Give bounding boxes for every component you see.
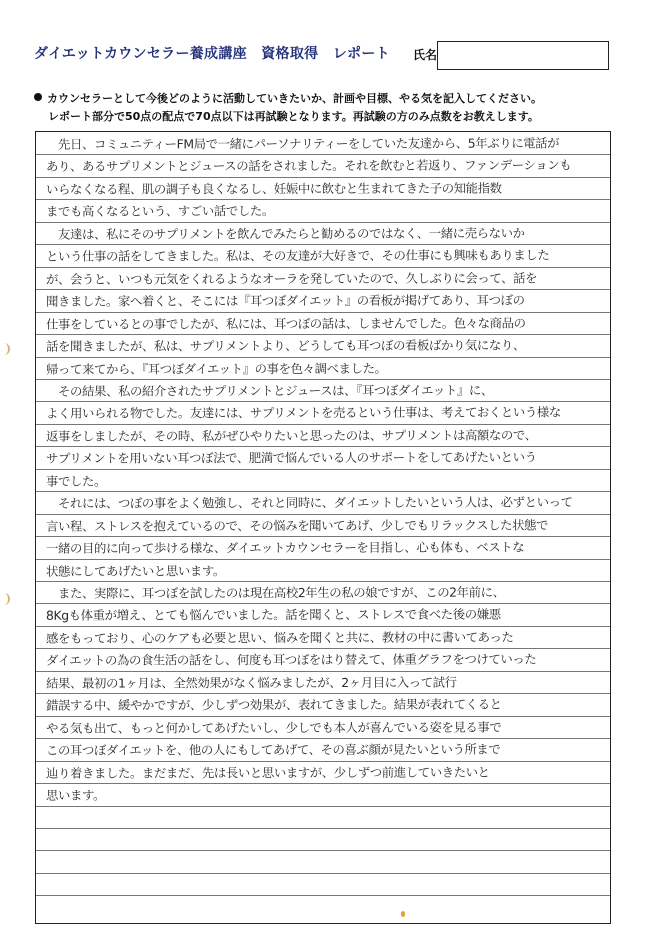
report-text-line: ダイエットの為の食生活の話をし、何度も耳つぼをはり替えて、体重グラフをつけていった (45, 651, 537, 669)
bullet-icon (34, 93, 42, 101)
report-text-line: その結果、私の紹介されたサプリメントとジュースは、『耳つぼダイエット』に、 (45, 382, 493, 399)
report-text-line: あり、あるサプリメントとジュースの話をされました。それを飲むと若返り、ファンデーションも (45, 157, 572, 175)
report-text-line: また、実際に、耳つぼを試したのは現在高校2年生の私の娘ですが、この2年前に、 (45, 584, 505, 601)
report-text-line: 一緒の目的に向って歩ける様な、ダイエットカウンセラーを目指し、心も体も、ベストな (45, 539, 525, 556)
report-text-line: までも高くなるという、すごい話でした。 (45, 203, 274, 220)
instruction-line-1 (34, 90, 542, 106)
instruction-text-1: カウンセラーとして今後どのように活動していきたいか、計画や目標、やる気を記入してください。 (47, 92, 542, 105)
name-label: 氏名 (413, 48, 438, 62)
report-text-line: やる気も出て、もっと何かしてあげたいし、少しでも本人が喜んでいる姿を見る事で (45, 719, 502, 736)
report-text-line: よく用いられる物でした。友達には、サプリメントを売るという仕事は、考えておくという様な (45, 404, 561, 422)
report-sheet (35, 131, 611, 924)
report-text-line: いらなくなる程、肌の調子も良くなるし、妊娠中に飲むと生まれてきた子の知能指数 (45, 180, 502, 197)
report-text-line: 思います。 (45, 787, 105, 803)
report-text-line: 感をもっており、心のケアも必要と思い、悩みを聞くと共に、教材の中に書いてあった (45, 629, 514, 646)
name-field[interactable] (437, 41, 609, 70)
report-text-line: 事でした。 (45, 473, 106, 489)
report-text-line: 聞きました。家へ着くと、そこには『耳つぼダイエット』の看板が掲げてあり、耳つぼの (45, 292, 525, 309)
ruled-line (36, 850, 610, 851)
ruled-line (36, 873, 610, 874)
punch-hole-mark (0, 593, 10, 605)
report-text-line: が、会うと、いつも元気をくれるようなオーラを発していたので、久しぶりに会って、話を (45, 270, 538, 287)
report-text-line: 辿り着きました。まだまだ、先は長いと思いますが、少しずつ前進していきたいと (45, 764, 490, 781)
report-text-line: という仕事の話をしてきました。私は、その友達が大好きで、その仕事にも興味もありました (45, 247, 550, 264)
report-title: ダイエットカウンセラー養成講座 資格取得 レポート (34, 46, 390, 62)
report-text-line: 話を聞きましたが、私は、サプリメントより、どうしても耳つぼの看板ばかり気になり、 (45, 337, 525, 354)
ruled-line (36, 828, 610, 829)
report-text-line: 返事をしましたが、その時、私がぜひやりたいと思ったのは、サプリメントは高額なので、 (45, 427, 537, 444)
report-text-line: サプリメントを用いない耳つぼ法で、肥満で悩んでいる人のサポートをしてあげたいという (45, 449, 537, 467)
report-text-line: 錯誤する中、緩やかですが、少しずつ効果が、表れてきました。結果が表れてくると (45, 696, 502, 713)
report-text-line: 帰って来てから、『耳つぼダイエット』の事を色々調べました。 (45, 360, 387, 377)
report-text-line: 言い程、ストレスを抱えているので、その悩みを聞いてあげ、少しでもリラックスした状態で (45, 517, 549, 534)
ruled-line (36, 895, 610, 896)
report-text-line: この耳つぼダイエットを、他の人にもしてあげて、その喜ぶ顔が見たいという所まで (45, 741, 501, 758)
punch-hole-mark (0, 343, 10, 355)
report-text-line: 結果、最初の1ヶ月は、全然効果がなく悩みましたが、2ヶ月目に入って試行 (45, 674, 457, 691)
report-text-line: 仕事をしているとの事でしたが、私には、耳つぼの話は、しませんでした。色々な商品の (45, 315, 526, 332)
report-text-line: 友達は、私にそのサプリメントを飲んでみたらと勧めるのではなく、一緒に売らないか (45, 225, 525, 242)
report-text-line: 状態にしてあげたいと思います。 (45, 562, 225, 579)
paper-speck (401, 911, 405, 917)
report-text-line: それには、つぼの事をよく勉強し、それと同時に、ダイエットしたいという人は、必ずといって (45, 494, 573, 511)
instruction-line-2: レポート部分で50点の配点で70点以下は再試験となります。再試験の方のみ点数をお教えします。 (48, 110, 539, 123)
report-text-line: 8Kgも体重が増え、とても悩んでいました。話を聞くと、ストレスで食べた後の嫌悪 (45, 606, 501, 624)
report-text-line: 先日、コミュニティーFM局で一緒にパーソナリティーをしていた友達から、5年ぶりに電話が (45, 135, 560, 152)
